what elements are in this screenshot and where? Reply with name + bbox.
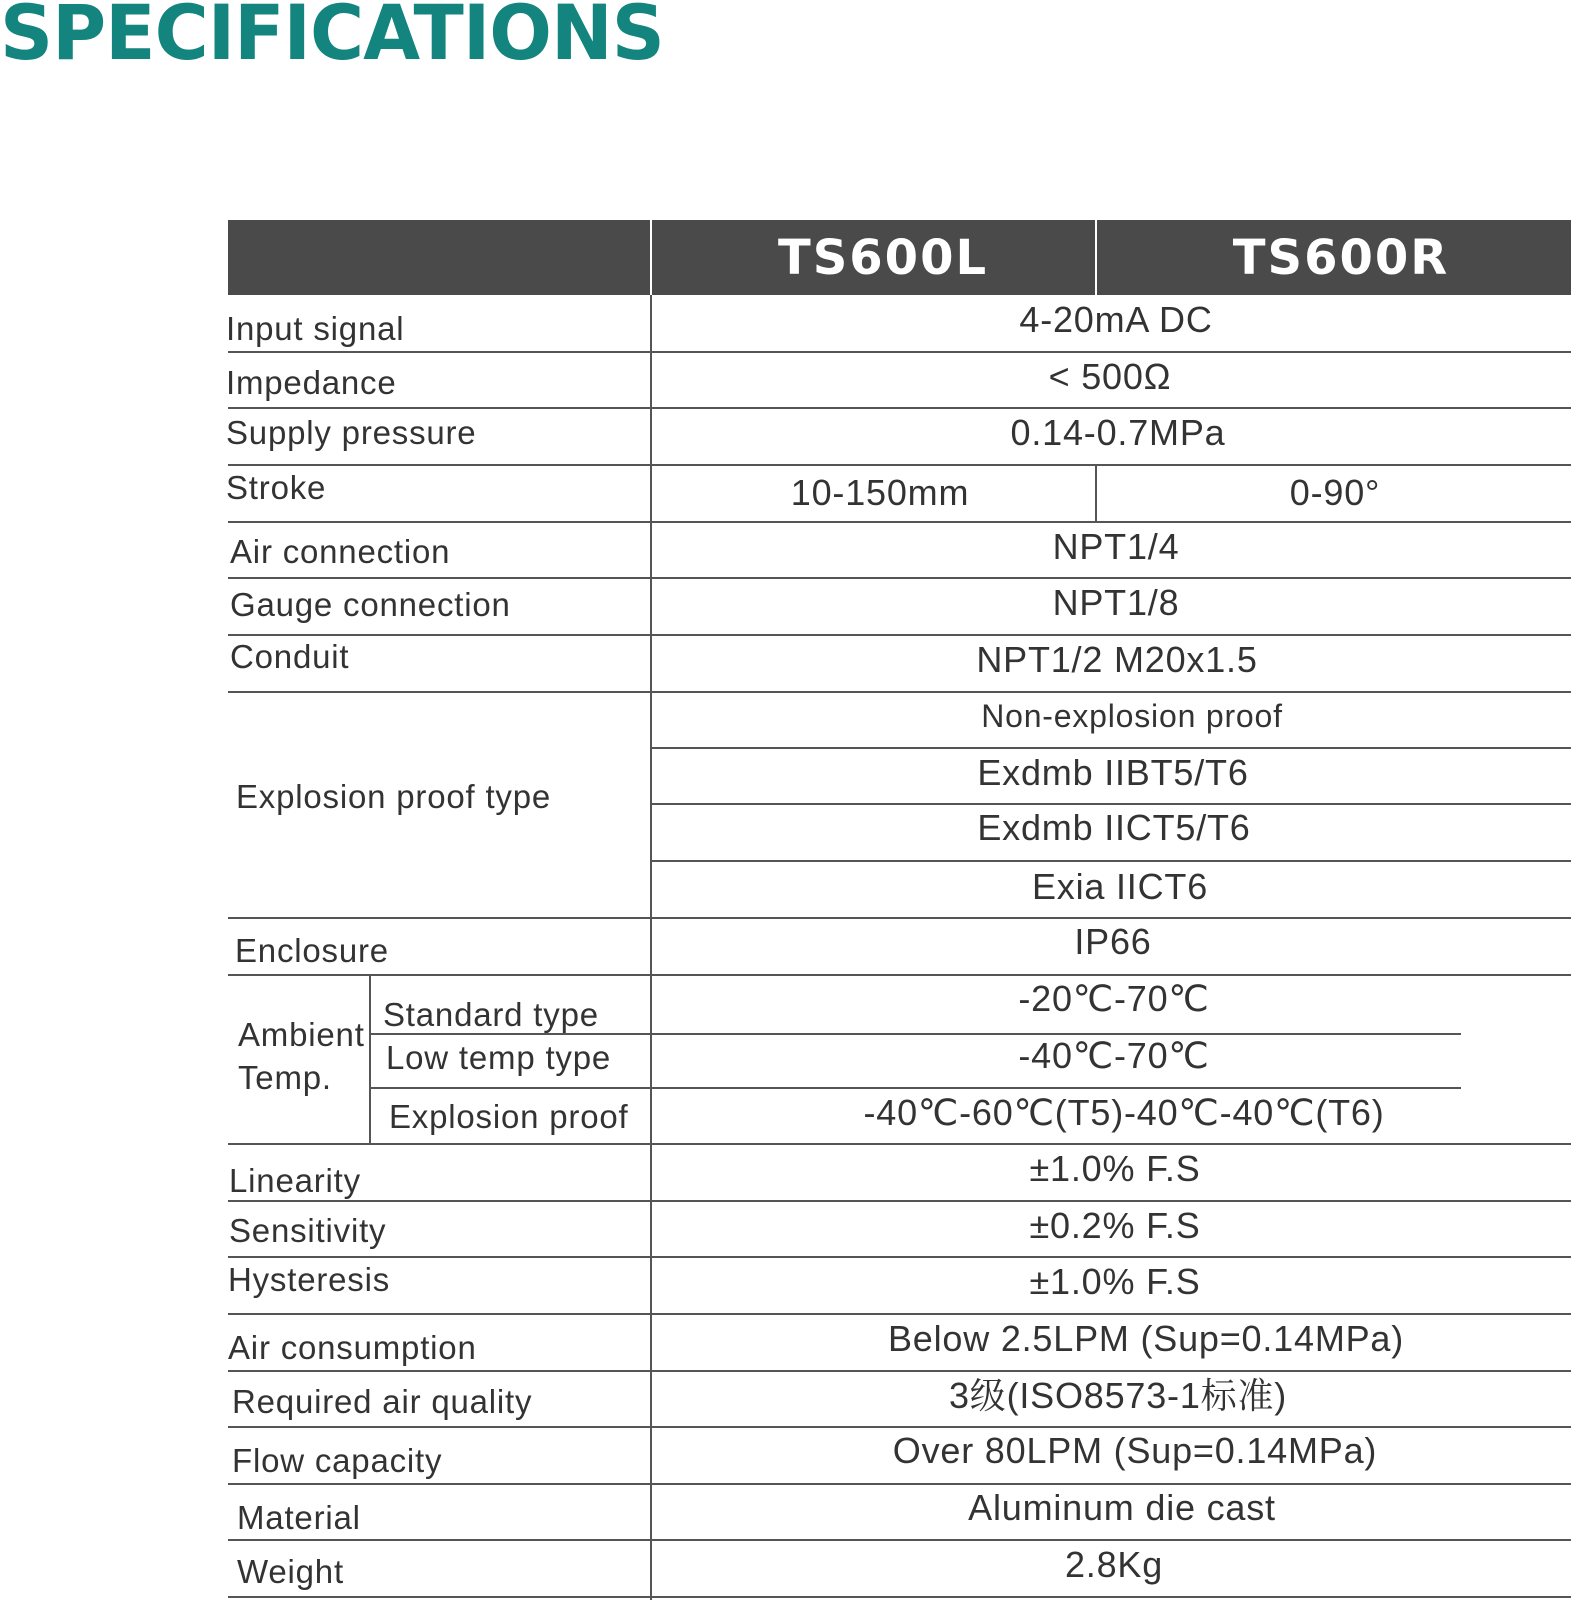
value-stroke-ts600r: 0-90° <box>1289 472 1381 513</box>
value-stroke-ts600l: 10-150mm <box>790 472 970 513</box>
label-conduit: Conduit <box>230 638 350 675</box>
row-divider <box>228 464 1571 466</box>
row-divider <box>228 407 1571 409</box>
label-enclosure: Enclosure <box>235 932 389 969</box>
row-divider <box>228 691 1571 693</box>
row-divider <box>228 1483 1571 1485</box>
row-divider <box>228 1426 1571 1428</box>
row-divider <box>228 1256 1571 1258</box>
label-hysteresis: Hysteresis <box>228 1261 391 1298</box>
value-explosion-proof-temp: -40℃-60℃(T5)-40℃-40℃(T6) <box>863 1092 1385 1133</box>
value-weight: 2.8Kg <box>1064 1544 1164 1585</box>
value-required-air-quality: 3级(ISO8573-1标准) <box>948 1375 1288 1416</box>
row-divider <box>652 803 1571 805</box>
row-divider <box>228 634 1571 636</box>
row-divider <box>228 1539 1571 1541</box>
label-impedance: Impedance <box>226 364 397 401</box>
label-standard-type: Standard type <box>383 996 599 1033</box>
header-divider <box>1095 220 1097 295</box>
row-divider <box>652 860 1571 862</box>
label-low-temp-type: Low temp type <box>386 1039 612 1076</box>
value-explosion-proof-4: Exia IICT6 <box>1031 866 1209 907</box>
row-divider <box>228 521 1571 523</box>
value-gauge-connection: NPT1/8 <box>1052 582 1180 623</box>
value-enclosure: IP66 <box>1074 921 1152 962</box>
value-explosion-proof-3: Exdmb IICT5/T6 <box>977 807 1251 848</box>
value-supply-pressure: 0.14-0.7MPa <box>1010 412 1226 453</box>
label-supply-pressure: Supply pressure <box>226 414 477 451</box>
value-conduit: NPT1/2 M20x1.5 <box>976 639 1258 680</box>
header-ts600r: TS600R <box>1232 230 1450 286</box>
ambient-divider <box>369 975 371 1143</box>
row-divider <box>228 1143 1571 1145</box>
label-material: Material <box>237 1499 361 1536</box>
row-divider <box>228 577 1571 579</box>
label-sensitivity: Sensitivity <box>229 1212 387 1249</box>
value-sensitivity: ±0.2% F.S <box>1029 1205 1201 1246</box>
label-gauge-connection: Gauge connection <box>230 586 511 623</box>
label-required-air-quality: Required air quality <box>232 1383 533 1420</box>
label-stroke: Stroke <box>226 469 327 506</box>
row-divider <box>228 1596 1571 1598</box>
value-flow-capacity: Over 80LPM (Sup=0.14MPa) <box>892 1430 1378 1471</box>
row-divider <box>371 1087 1461 1089</box>
label-weight: Weight <box>237 1553 344 1590</box>
label-ambient: Ambient <box>238 1016 365 1053</box>
page-title: SPECIFICATIONS <box>0 0 664 77</box>
label-air-consumption: Air consumption <box>228 1329 477 1366</box>
row-divider <box>228 917 1571 919</box>
label-explosion-proof-type: Explosion proof type <box>236 778 552 815</box>
row-divider <box>652 747 1571 749</box>
value-linearity: ±1.0% F.S <box>1029 1148 1201 1189</box>
label-explosion-proof: Explosion proof <box>389 1098 629 1135</box>
label-input-signal: Input signal <box>226 310 405 347</box>
value-impedance: < 500Ω <box>1048 356 1172 397</box>
label-linearity: Linearity <box>229 1162 361 1199</box>
value-low-temp-type: -40℃-70℃ <box>1018 1035 1210 1076</box>
header-ts600l: TS600L <box>777 230 989 286</box>
row-divider <box>228 1200 1571 1202</box>
value-air-connection: NPT1/4 <box>1052 526 1180 567</box>
row-divider <box>228 1313 1571 1315</box>
row-divider <box>228 351 1571 353</box>
value-explosion-proof-2: Exdmb IIBT5/T6 <box>977 752 1249 793</box>
value-hysteresis: ±1.0% F.S <box>1029 1261 1201 1302</box>
row-divider <box>228 974 1571 976</box>
label-flow-capacity: Flow capacity <box>232 1442 443 1479</box>
label-air-connection: Air connection <box>230 533 451 570</box>
value-material: Aluminum die cast <box>968 1487 1276 1528</box>
row-divider <box>228 1370 1571 1372</box>
header-divider <box>650 220 652 295</box>
row-divider <box>371 1033 1461 1035</box>
label-temp: Temp. <box>238 1059 332 1096</box>
value-explosion-proof-1: Non-explosion proof <box>981 698 1283 734</box>
value-input-signal: 4-20mA DC <box>1019 299 1213 340</box>
value-standard-type: -20℃-70℃ <box>1018 978 1210 1019</box>
stroke-divider <box>1095 465 1097 522</box>
value-air-consumption: Below 2.5LPM (Sup=0.14MPa) <box>887 1318 1405 1359</box>
column-divider <box>650 295 652 1600</box>
